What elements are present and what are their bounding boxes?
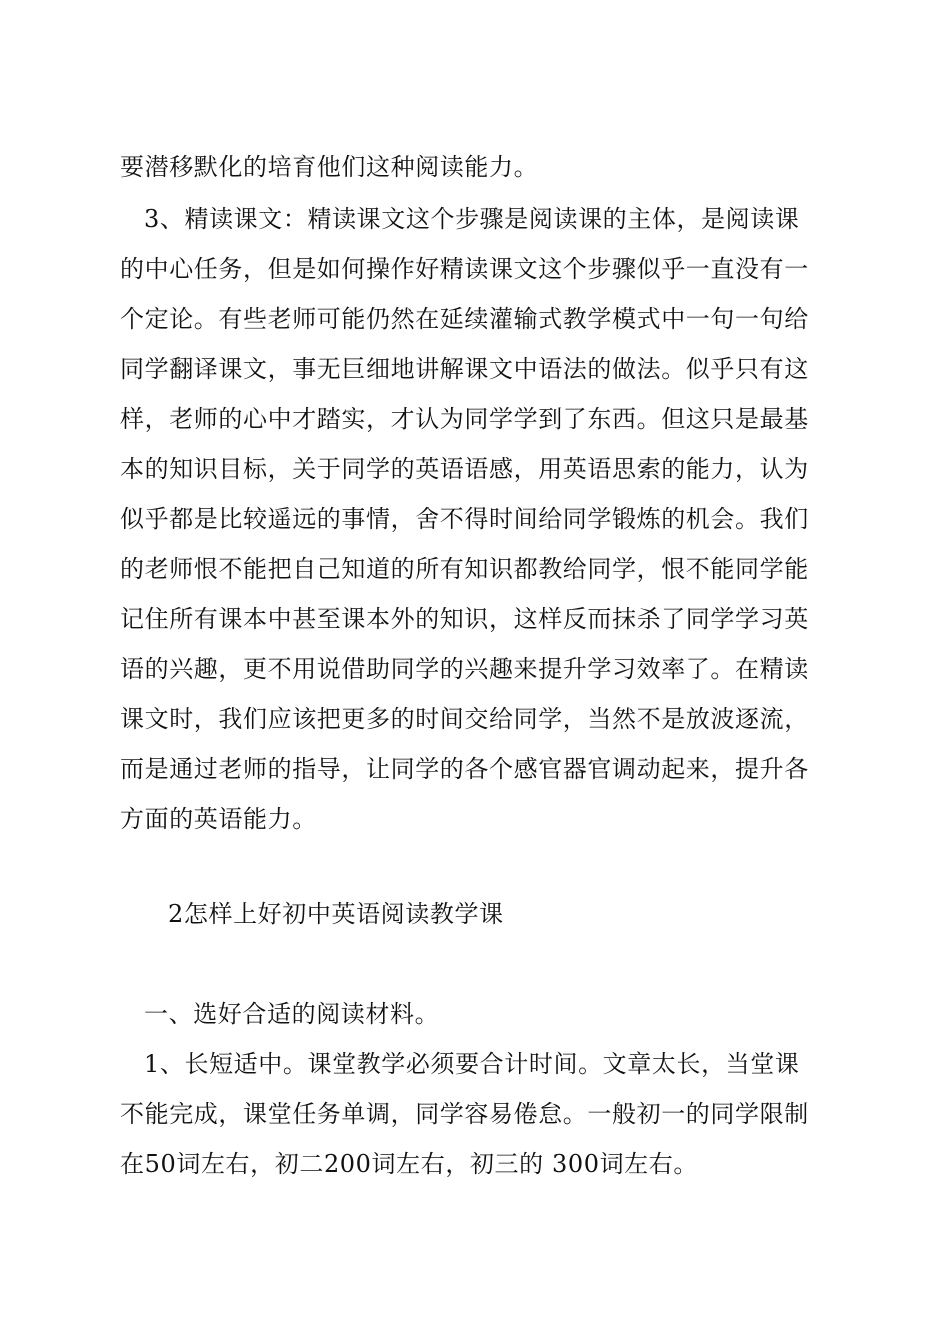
paragraph-3-line-3: 在50词左右，初二200词左右，初三的 300词左右。 (120, 1150, 698, 1178)
paragraph-3-line-2: 不能完成，课堂任务单调，同学容易倦怠。一般初一的同学限制 (120, 1100, 809, 1128)
paragraph-2-line-2: 的中心任务，但是如何操作好精读课文这个步骤似乎一直没有一 (120, 255, 809, 283)
paragraph-1-line-1: 要潜移默化的培育他们这种阅读能力。 (120, 153, 539, 181)
paragraph-2-line-9: 记住所有课本中甚至课本外的知识，这样反而抹杀了同学学习英 (120, 605, 809, 633)
paragraph-2-line-11: 课文时，我们应该把更多的时间交给同学，当然不是放波逐流， (120, 705, 809, 733)
paragraph-2-line-7: 似乎都是比较遥远的事情，舍不得时间给同学锻炼的机会。我们 (120, 505, 809, 533)
paragraph-2-line-5: 样，老师的心中才踏实，才认为同学学到了东西。但这只是最基 (120, 405, 809, 433)
paragraph-2-line-8: 的老师恨不能把自己知道的所有知识都教给同学，恨不能同学能 (120, 555, 809, 583)
paragraph-2-line-6: 本的知识目标，关于同学的英语语感，用英语思索的能力，认为 (120, 455, 809, 483)
paragraph-2-line-12: 而是通过老师的指导，让同学的各个感官器官调动起来，提升各 (120, 755, 809, 783)
paragraph-2-line-10: 语的兴趣，更不用说借助同学的兴趣来提升学习效率了。在精读 (120, 655, 809, 683)
paragraph-3-line-1: 1、长短适中。课堂教学必须要合计时间。文章太长，当堂课 (144, 1050, 800, 1078)
paragraph-2-line-1: 3、精读课文：精读课文这个步骤是阅读课的主体，是阅读课 (144, 205, 800, 233)
subheading: 一、选好合适的阅读材料。 (144, 1000, 440, 1028)
paragraph-2-line-4: 同学翻译课文，事无巨细地讲解课文中语法的做法。似乎只有这 (120, 355, 809, 383)
paragraph-2-line-3: 个定论。有些老师可能仍然在延续灌输式教学模式中一句一句给 (120, 305, 809, 333)
section-heading: 2怎样上好初中英语阅读教学课 (168, 900, 504, 928)
paragraph-2-line-13: 方面的英语能力。 (120, 805, 317, 833)
